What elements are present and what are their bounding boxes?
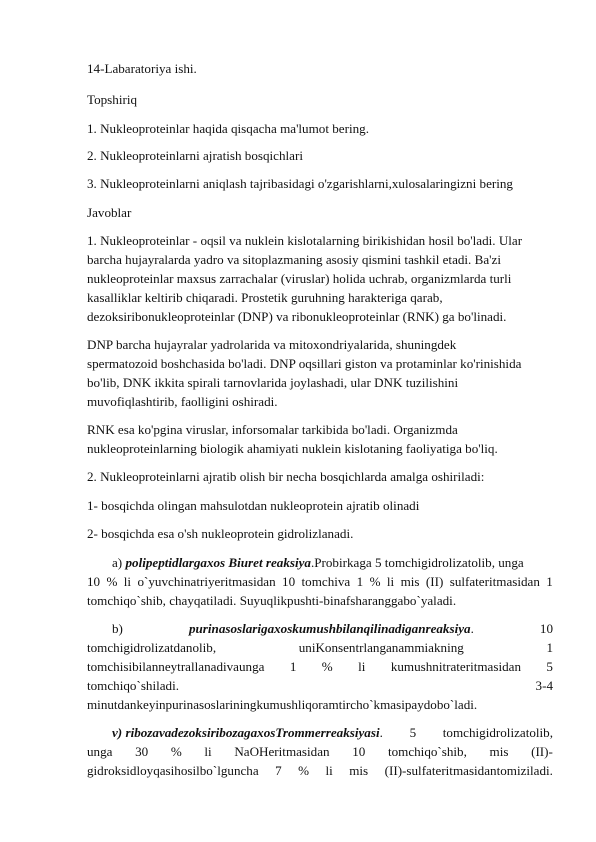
task-item: 2. Nukleoproteinlarni ajratish bosqichlari	[87, 148, 303, 163]
paragraph-line: bo'lib, DNK ikkita spirali tarnovlarida joylashadi, ular DNK tuzilishini	[87, 375, 459, 390]
word: 1	[289, 659, 297, 674]
word: (II)-sulfateritmasidantomiziladi.	[384, 763, 553, 778]
word: %	[298, 763, 310, 778]
word: mis	[349, 763, 369, 778]
word: %	[369, 574, 381, 589]
paragraph-line: spermatozoid boshchasida bo'ladi. DNP oqsillari giston va protaminlar ko'rinishida	[87, 356, 522, 371]
paragraph-line: 1. Nukleoproteinlar - oqsil va nuklein kislotalarning birikishidan hosil bo'ladi. Ular	[87, 233, 523, 248]
word: 1	[356, 574, 364, 589]
paragraph-line: dezoksiribonukleoproteinlar (DNP) va ribonukleoproteinlar (RNK) ga bo'linadi.	[87, 309, 507, 324]
method-b-prefix: b)	[112, 621, 123, 636]
word: tomchigidrolizatdanolib,	[87, 640, 217, 655]
word: tomchiva	[301, 574, 351, 589]
word: mis	[489, 744, 509, 759]
word: 10	[282, 574, 296, 589]
paragraph-line: 1- bosqichda olingan mahsulotdan nukleoprotein ajratib olinadi	[87, 498, 420, 513]
method-a-line	[112, 553, 524, 572]
word: tomchiqo`shiladi.	[87, 678, 180, 693]
word: li	[123, 574, 132, 589]
word: (II)-	[531, 744, 553, 759]
paragraph-line: barcha hujayralarda yadro va sitoplazmaning asosiy qismini tashkil etadi. Ba'zi	[87, 252, 501, 267]
method-b-line	[87, 657, 553, 676]
word: tomchiqo`shib,	[387, 744, 467, 759]
word: .	[379, 725, 383, 740]
word: NaOHeritmasidan	[234, 744, 330, 759]
word: kumushnitrateritmasidan	[390, 659, 521, 674]
word: unga	[87, 744, 113, 759]
method-v-prefix: v)	[112, 725, 123, 740]
word: li	[358, 659, 366, 674]
method-a-text: .Probirkaga 5 tomchigidrolizatolib, unga	[310, 555, 524, 570]
method-b-line	[112, 619, 553, 638]
method-a-line	[87, 572, 553, 591]
word: (II)	[425, 574, 444, 589]
word: o`yuvchinatriyeritmasidan	[137, 574, 276, 589]
task-item: 3. Nukleoproteinlarni aniqlash tajribasidagi o'zgarishlarni,xulosalaringizni bering	[87, 176, 513, 191]
paragraph-line: nukleoproteinlar maxsus zarrachalar (viruslar) holida uchrab, organizmlarda turli	[87, 271, 512, 286]
method-b-title: purinasoslarigaxoskumushbilanqilinadiganreaksiya	[188, 621, 471, 636]
word: %	[170, 744, 182, 759]
word: tomchisibilanneytrallanadivaunga	[87, 659, 265, 674]
word: 10	[352, 744, 366, 759]
paragraph-line: DNP barcha hujayralar yadrolarida va mitoxondriyalarida, shuningdek	[87, 337, 457, 352]
paragraph-line: kasalliklar keltirib chiqaradi. Prostetik guruhning harakteriga qarab,	[87, 290, 443, 305]
method-b-heading	[189, 619, 474, 638]
answers-heading: Javoblar	[87, 205, 132, 220]
method-a-prefix: a)	[112, 555, 123, 570]
word: gidroksidloyqasihosilbo`lguncha	[87, 763, 259, 778]
word: li	[386, 574, 395, 589]
method-a-title: polipeptidlargaxos Biuret reaksiya	[125, 555, 311, 570]
word: %	[321, 659, 333, 674]
doc-title: 14-Labaratoriya ishi.	[87, 61, 197, 76]
method-b-line	[87, 676, 553, 695]
method-b-line	[87, 638, 553, 657]
method-v-line	[87, 761, 553, 780]
method-a-line: tomchiqo`shib, chayqatiladi. Suyuqlikpushti-binafsharanggabo`yaladi.	[87, 593, 457, 608]
method-v-line	[112, 723, 553, 742]
paragraph-line: 2. Nukleoproteinlarni ajratib olish bir necha bosqichlarda amalga oshiriladi:	[87, 469, 485, 484]
word: mis	[400, 574, 420, 589]
word: uniKonsentrlanganammiakning	[298, 640, 464, 655]
paragraph-line: RNK esa ko'pgina viruslar, inforsomalar tarkibida bo'ladi. Organizmda	[87, 422, 458, 437]
method-v-title: ribozavadezoksiribozagaxosTrommerreaksiyasi	[125, 725, 380, 740]
word: li	[325, 763, 333, 778]
word: sulfateritmasidan	[449, 574, 540, 589]
task-heading: Topshiriq	[87, 92, 138, 107]
word: 5	[546, 659, 553, 674]
task-item: 1. Nukleoproteinlar haqida qisqacha ma'lumot bering.	[87, 121, 369, 136]
word: 7	[275, 763, 282, 778]
word: 1	[546, 574, 553, 589]
paragraph-line: 2- bosqichda esa o'sh nukleoprotein gidrolizlanadi.	[87, 526, 354, 541]
paragraph-line: nukleoproteinlarning biologik ahamiyati nuklein kislotaning faoliyatiga bo'liq.	[87, 441, 498, 456]
paragraph-line: muvofiqlashtirib, faolligini oshiradi.	[87, 394, 278, 409]
word: 3-4	[535, 678, 553, 693]
word: 30	[135, 744, 149, 759]
word: 1	[546, 640, 553, 655]
word: %	[106, 574, 118, 589]
word: li	[204, 744, 212, 759]
word: .	[470, 621, 474, 636]
method-b-line: minutdankeyinpurinasoslariningkumushliqoramtircho`kmasipaydobo`ladi.	[87, 697, 478, 712]
word: tomchigidrolizatolib,	[442, 725, 553, 740]
method-v-line	[87, 742, 553, 761]
method-v-heading	[112, 723, 383, 742]
word: 5	[409, 725, 417, 740]
word: 10	[87, 574, 101, 589]
word: 10	[539, 621, 553, 636]
